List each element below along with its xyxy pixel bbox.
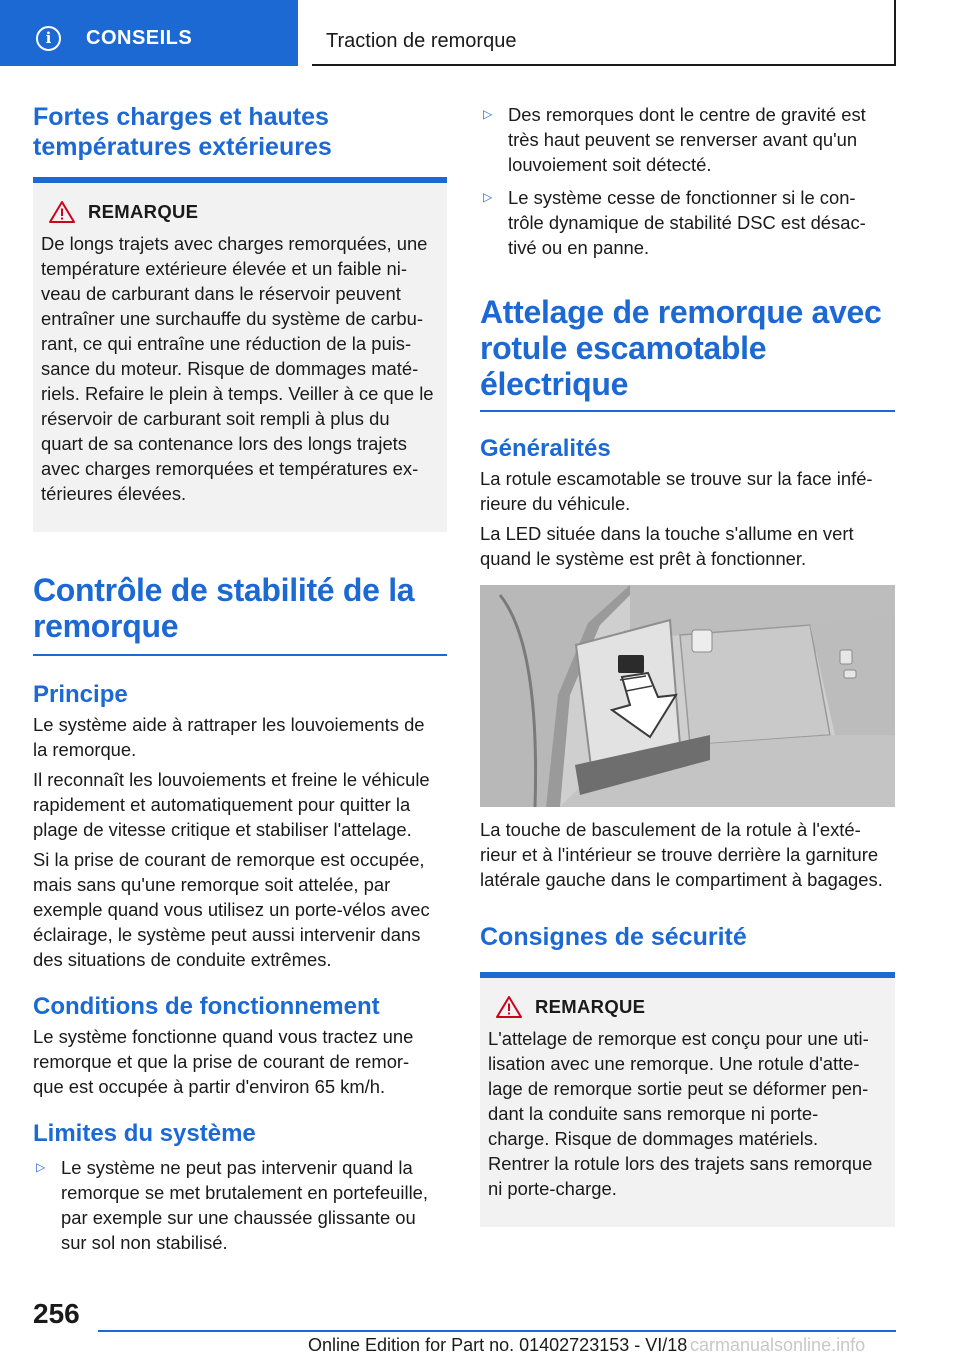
watermark: carmanualsonline.info [690,1335,866,1355]
warning-note [480,978,895,1227]
left-column [33,102,447,1255]
heading-hitch: Attelage de remorque avec rotule escamotable électrique [480,294,882,402]
heading-generalites: Généralités [480,434,611,462]
section-tab [0,0,298,66]
heading-limits: Limites du système [33,1119,256,1147]
heading-heat: Fortes charges et hautes températures extérieures [33,103,332,161]
heading-stability: Contrôle de stabilité de la remorque [33,572,415,644]
principe-para-3: Si la prise de courant de remorque est occupée, mais sans qu'une remorque soit attelée, par exemple quand vous utilisez un porte-vélos avec éclairage, le système peut aussi intervenir dans des situations de conduite extrêmes. [33,848,430,970]
photo-caption: La touche de basculement de la rotule à l'exté- rieur et à l'intérieur se trouve derrière la garniture latérale gauche dans le compartiment à bagages. [480,818,883,890]
generalites-para-1: La rotule escamotable se trouve sur la face infé- rieure du véhicule. [480,467,873,514]
warning-note [33,183,447,532]
note-title: REMARQUE [535,995,646,1017]
trunk-illustration [480,585,895,807]
bullet-triangle-icon: ▷ [36,1159,46,1174]
note-text: De longs trajets avec charges remorquées, une température extérieure élevée et un faible ni- veau de carburant dans le réservoir peuvent entraîner une surchauffe du système de carbu- rant, ce qui entraîne une réduction de la puis- sance du moteur. Risque de dommages maté- riels. Refaire le plein à temps. Veiller à ce que le réservoir de carburant soit rempli à plus du quart de sa contenance lors des longs trajets avec charges remorquées et températures ex- térieures élevées. [41,233,434,504]
heading-principe: Principe [33,680,128,708]
right-column [480,102,895,1227]
bullet-triangle-icon: ▷ [483,190,493,204]
warning-triangle-icon [48,200,76,224]
list-item: ▷ Le système cesse de fonctionner si le con- trôle dynamique de stabilité DSC est désac- tivé ou en panne. [480,185,895,260]
footer-rule [98,1330,896,1332]
list-item: ▷ Le système ne peut pas intervenir quand la remorque se met brutalement en portefeuille, par exemple sur une chaussée glissante ou sur sol non stabilisé. [33,1155,447,1255]
section-label: CONSEILS [86,27,193,49]
generalites-para-2: La LED située dans la touche s'allume en vert quand le système est prêt à fonctionner. [480,522,854,569]
conditions-para: Le système fonctionne quand vous tractez une remorque et que la prise de courant de remor- que est occupée à partir d'environ 65 km/h. [33,1025,414,1097]
heading-conditions: Conditions de fonctionnement [33,992,380,1020]
heading-rule [33,654,447,656]
trunk-photo [480,585,895,807]
note-text: L'attelage de remorque est conçu pour une uti- lisation avec une remorque. Une rotule d'atte- lage de remorque sortie peut se déformer pen- dant la conduite sans remorque ni porte- charge. Risque de dommages matériels. Rentrer la rotule lors des trajets sans remorque ni porte-charge. [488,1027,873,1199]
heading-safety: Consignes de sécurité [480,922,747,951]
edition-text: Online Edition for Part no. 01402723153 - VI/18 [308,1335,688,1355]
list-item: ▷ Des remorques dont le centre de gravité est très haut peuvent se renverser avant qu'un louvoiement soit détecté. [480,102,895,177]
warning-triangle-icon [495,995,523,1019]
bullet-triangle-icon: ▷ [483,107,493,121]
heading-rule [480,410,895,412]
chapter-title: Traction de remorque [326,30,517,52]
principe-para-2: Il reconnaît les louvoiements et freine le véhicule rapidement et automatiquement pour quitter la plage de vitesse critique et stabiliser l'attelage. [33,768,430,840]
page-number: 256 [33,1298,80,1329]
page-header [0,0,960,66]
principe-para-1: Le système aide à rattraper les louvoiements de la remorque. [33,713,425,760]
note-title: REMARQUE [88,201,199,222]
info-icon: i [36,26,61,51]
